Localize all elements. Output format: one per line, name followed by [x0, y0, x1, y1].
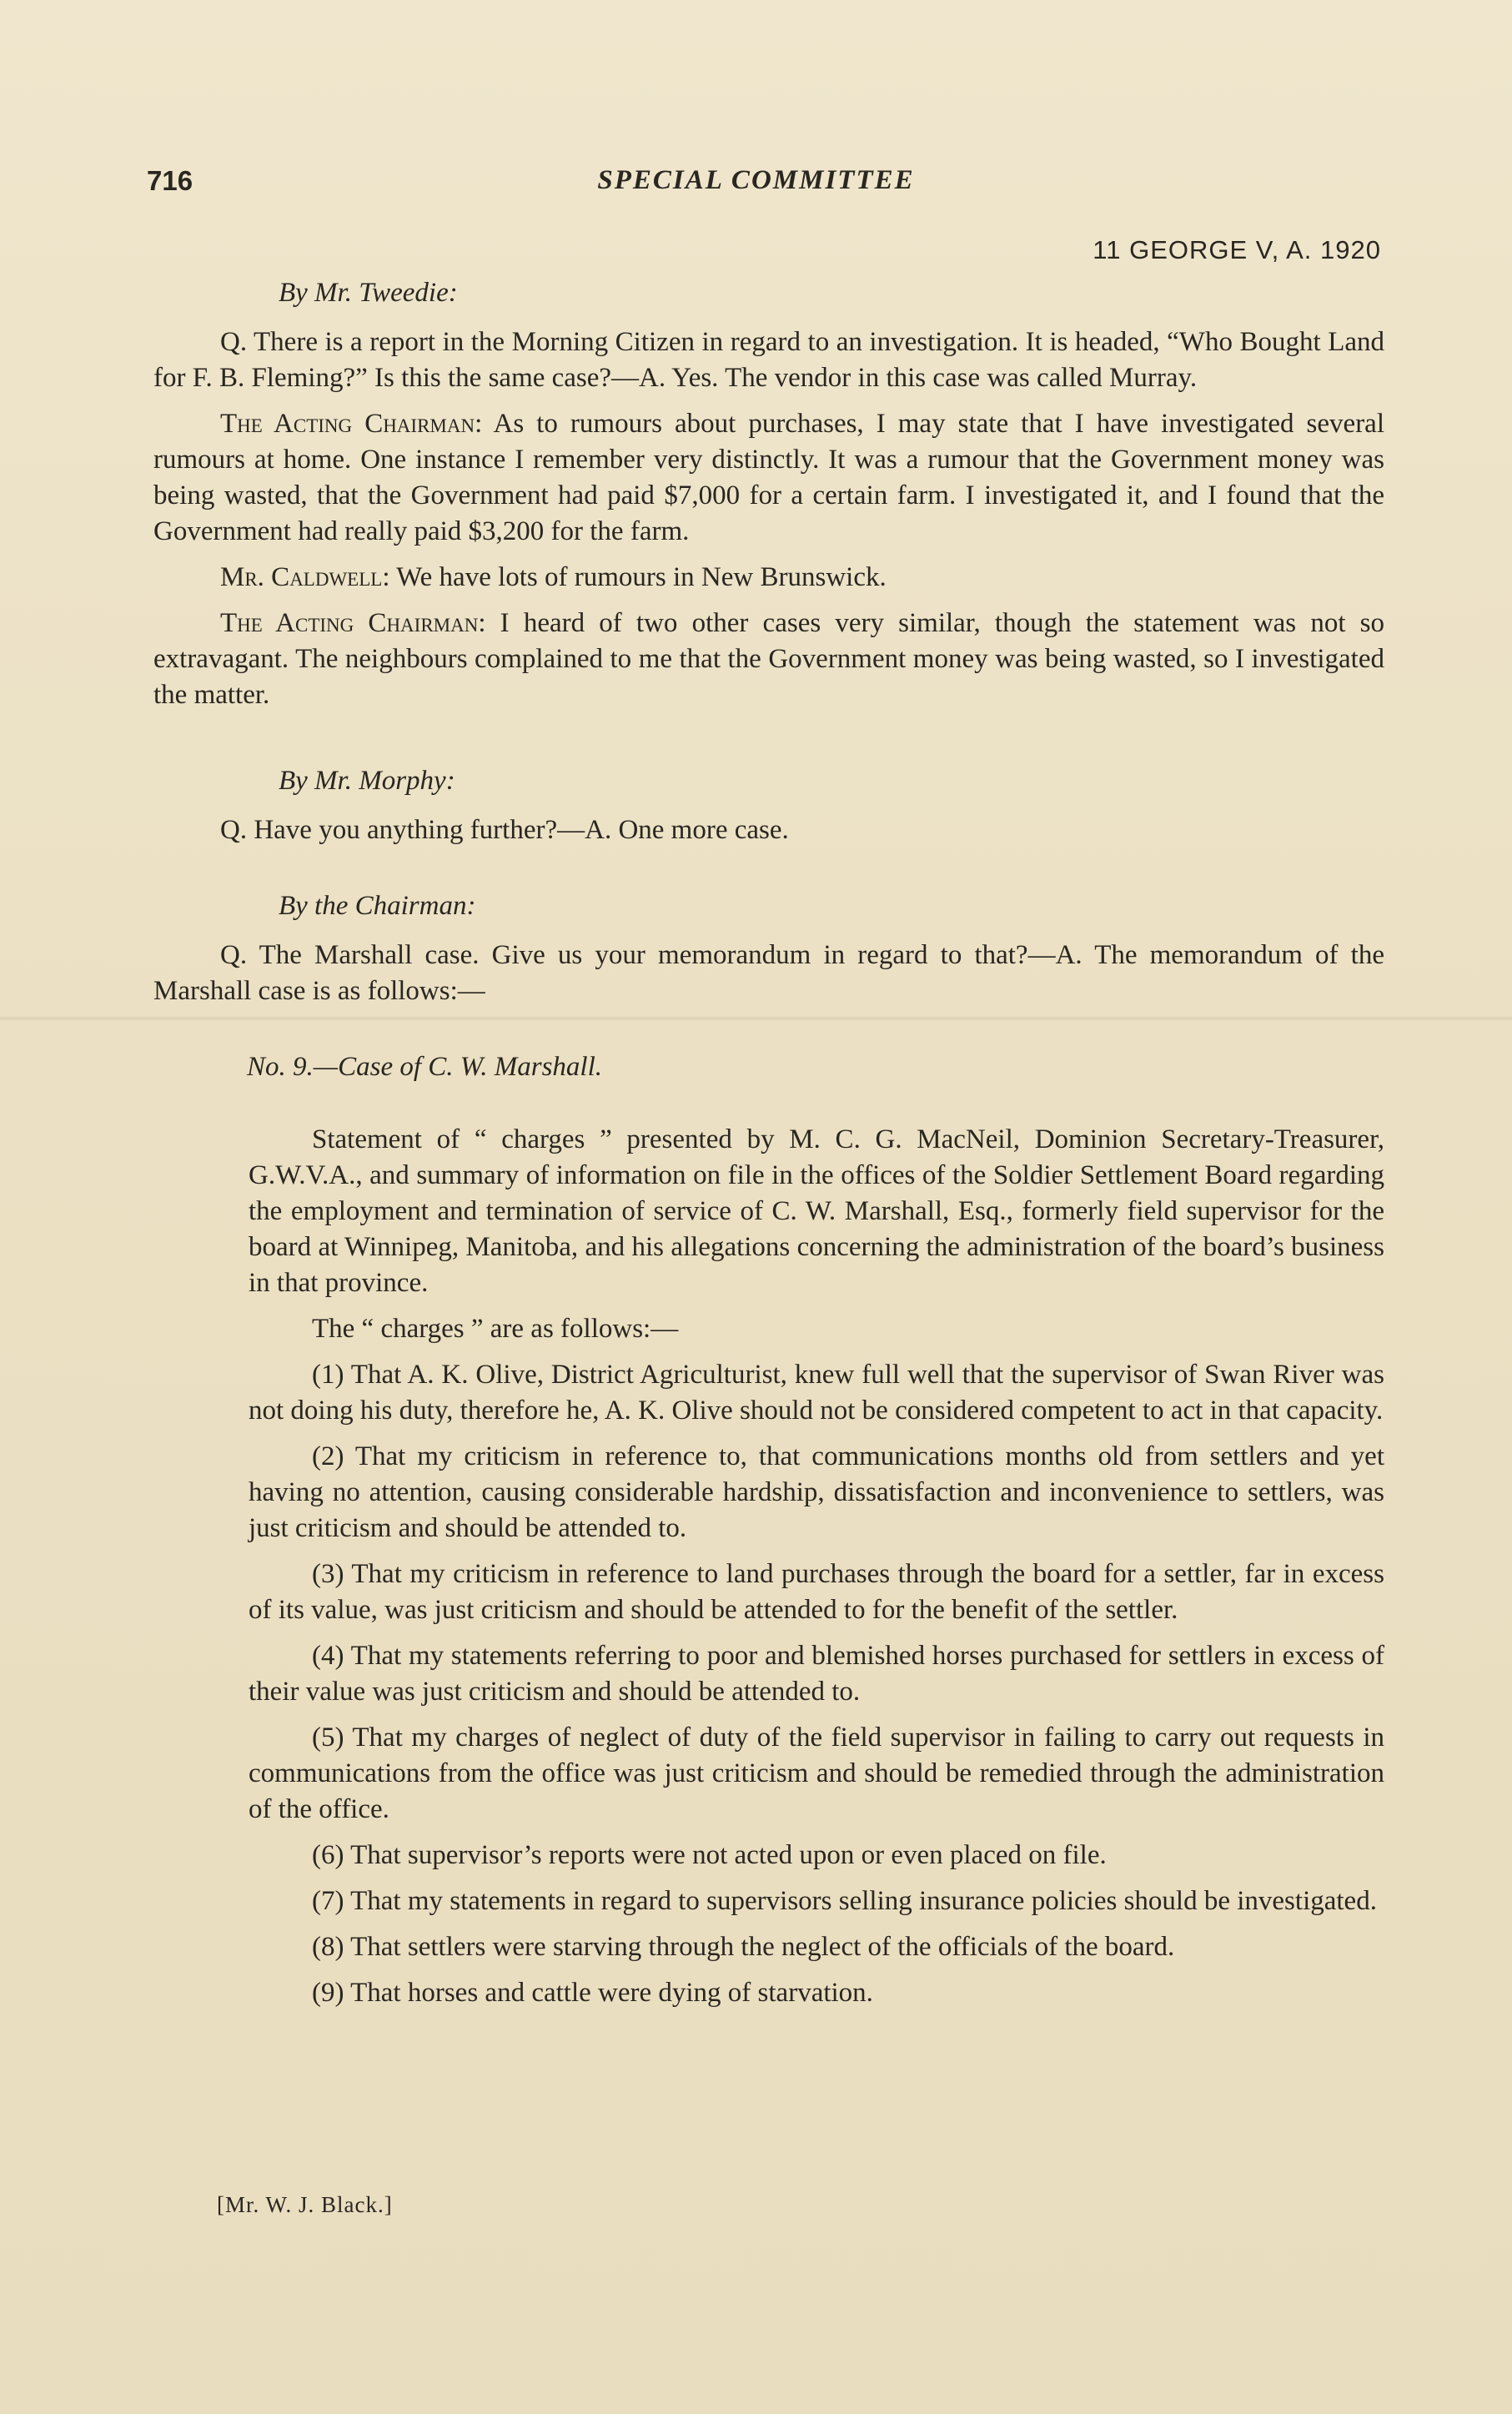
paragraph: Q. The Marshall case. Give us your memorandum in regard to that?—A. The memorandum of the Marshall case is as follows:—	[153, 940, 1384, 1006]
memorandum-block	[249, 1122, 1384, 2011]
speaker-name: The Acting Chairman:	[220, 409, 483, 439]
spacer	[153, 1019, 1384, 1049]
charge-item: (6) That supervisor’s reports were not acted upon or even placed on file.	[312, 1840, 1107, 1870]
speaker-name: The Acting Chairman:	[220, 608, 486, 638]
charge-item: (2) That my criticism in reference to, that communications months old from settlers and yet having no attention, causing considerable hardship, dissatisfaction and inconvenience to settlers, was just criticism and should be attended to.	[249, 1441, 1384, 1543]
charge-item: (8) That settlers were starving through the neglect of the officials of the board.	[312, 1932, 1175, 1962]
paragraph-text: We have lots of rumours in New Brunswick.	[389, 562, 887, 592]
charge-item: (5) That my charges of neglect of duty of the field supervisor in failing to carry out requests in communications from the office was just criticism and should be remedied through the administration of the office.	[249, 1722, 1384, 1824]
charge-item: (3) That my criticism in reference to land purchases through the board for a settler, far in excess of its value, was just criticism and should be attended to for the benefit of the settler.	[249, 1559, 1384, 1625]
page-body	[153, 275, 1384, 2021]
charge-item: (4) That my statements referring to poor and blemished horses purchased for settlers in excess of their value was just criticism and should be attended to.	[249, 1641, 1384, 1707]
case-heading: No. 9.—Case of C. W. Marshall.	[247, 1052, 603, 1082]
speaker-heading: By the Chairman:	[279, 891, 476, 921]
paragraph: Q. Have you anything further?—A. One more case.	[220, 815, 789, 845]
running-title: SPECIAL COMMITTEE	[597, 165, 915, 195]
witness-footer: [Mr. W. J. Black.]	[217, 2192, 393, 2217]
paragraph-text: As to rumours about purchases, I may state that I have investigated several rumours at home. One instance I remember very distinctly. It was a rumour that the Government money was being wasted, that the Government had paid $7,000 for a certain farm. I investigated it, and I found that the Government had really paid $3,200 for the farm.	[153, 409, 1384, 546]
page-number: 716	[147, 165, 193, 196]
session-label: 11 GEORGE V, A. 1920	[1093, 235, 1381, 264]
memorandum-intro: Statement of “ charges ” presented by M. C. G. MacNeil, Dominion Secretary-Treasurer, G.W.V.A., and summary of information on file in the offices of the Soldier Settlement Board regarding the employment and termination of service of C. W. Marshall, Esq., formerly field supervisor for the board at Winnipeg, Manitoba, and his allegations concerning the administration of the board’s business in that province.	[249, 1124, 1384, 1298]
charge-item: (9) That horses and cattle were dying of starvation.	[312, 1978, 873, 2008]
charge-item: (1) That A. K. Olive, District Agriculturist, knew full well that the supervisor of Swan River was not doing his duty, therefore he, A. K. Olive should not be considered competent to act in that capacity.	[249, 1360, 1384, 1426]
speaker-heading: By Mr. Morphy:	[279, 766, 455, 796]
speaker-name: Mr. Caldwell:	[220, 562, 390, 592]
paragraph	[153, 560, 1384, 596]
spacer	[153, 858, 1384, 888]
paragraph: Q. There is a report in the Morning Citizen in regard to an investigation. It is headed, “Who Bought Land for F. B. Fleming?” Is this the same case?—A. Yes. The vendor in this case was called Murray.	[153, 327, 1384, 393]
paragraph-text: I heard of two other cases very similar, though the statement was not so extravagant. The neighbours complained to me that the Government money was being wasted, so I investigated the matter.	[153, 608, 1384, 710]
spacer	[153, 723, 1384, 763]
paragraph	[153, 406, 1384, 550]
speaker-heading: By Mr. Tweedie:	[279, 278, 458, 308]
charges-intro: The “ charges ” are as follows:—	[312, 1314, 679, 1344]
charge-item: (7) That my statements in regard to supervisors selling insurance policies should be investigated.	[312, 1886, 1377, 1916]
paragraph	[153, 606, 1384, 713]
